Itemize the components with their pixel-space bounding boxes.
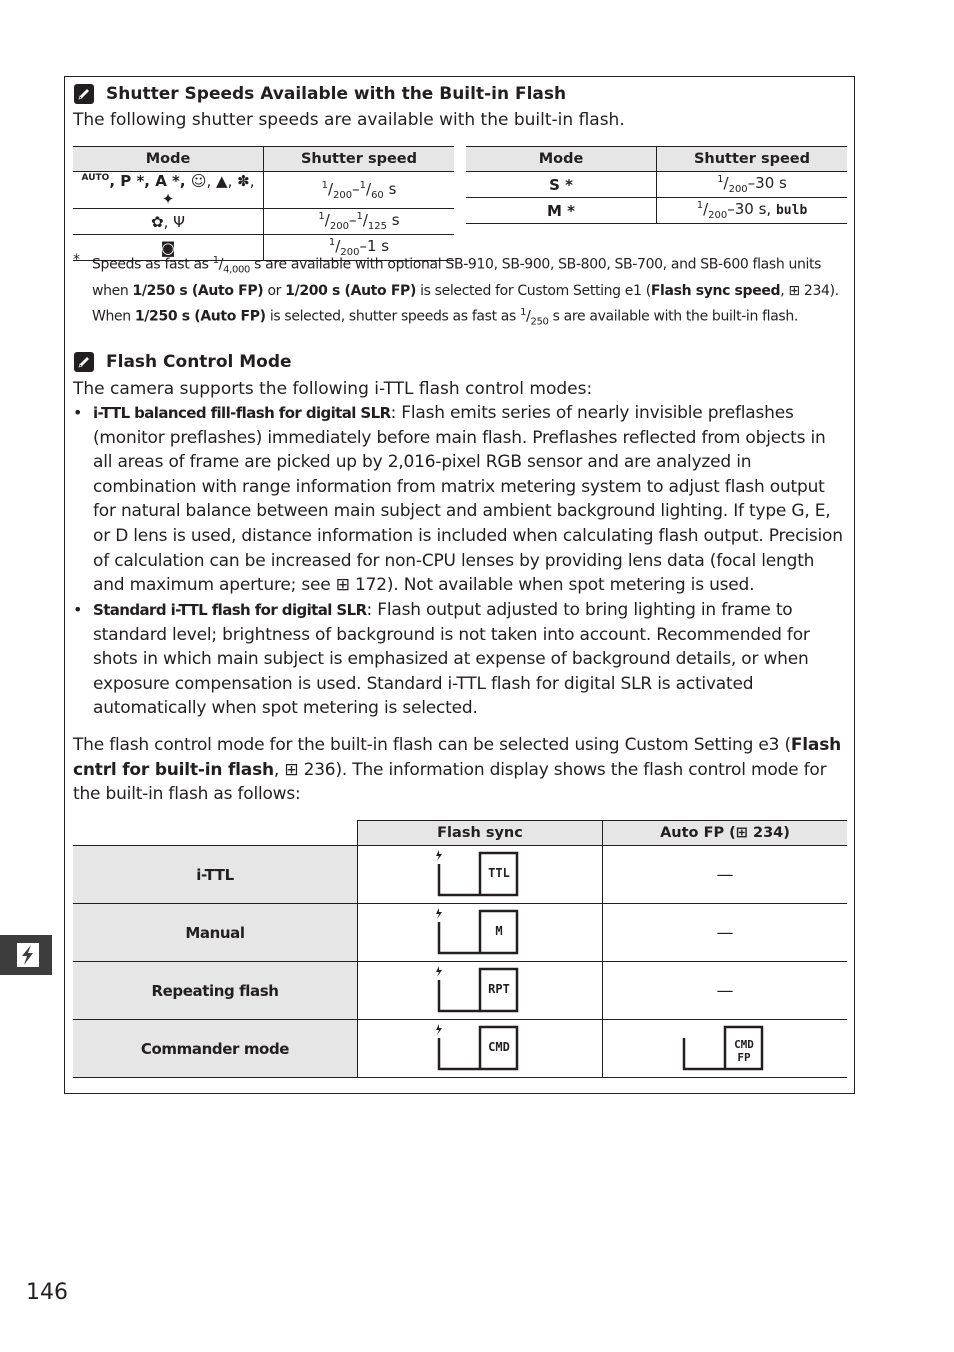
mode-label: Repeating flash xyxy=(73,962,358,1020)
svg-text:RPT: RPT xyxy=(488,981,510,996)
book-icon: ⊞ xyxy=(284,759,299,780)
page-ref-link[interactable]: 234 xyxy=(753,825,784,841)
pet-icon: ✦ xyxy=(161,190,175,208)
bullet-icon: • xyxy=(73,600,83,619)
svg-text:CMD: CMD xyxy=(734,1037,754,1051)
list-item: Standard i-TTL flash for digital SLR: Flash output adjusted to bring lighting in frame to standard level; brightness of background is not taken into account. Recommended for shots in which main subject is emphasized at expense of background details, or when exposure compensation is used. Standard i-TTL flash for digital SLR is activated automatically when spot metering is selected. xyxy=(93,600,810,719)
svg-text:CMD: CMD xyxy=(488,1039,510,1054)
col-shutter-speed: Shutter speed xyxy=(657,147,848,172)
speed-cell: $^1/_{200}-^1/_{60}$ s xyxy=(264,172,455,209)
table-row xyxy=(73,846,847,904)
flash-commander-fp-icon xyxy=(680,1022,770,1072)
mode-cell: M * xyxy=(466,198,657,224)
blank-header xyxy=(73,821,358,846)
flash-sync-cell xyxy=(358,962,603,1020)
table-row xyxy=(73,209,454,235)
auto-fp-cell xyxy=(603,1020,848,1078)
footnote: Speeds as fast as $^1/_{4,000}$ s are available with optional SB-910, SB-900, SB-800, SB-700, and SB-600 flash units when 1/250 s (Auto FP) or 1/200 s (Auto FP) is selected for Custom Setting e1 (Flash sync speed, ⊞ 234). When 1/250 s (Auto FP) is selected, shutter speeds as fast as $^1/_{250}$ s are available with the built-in flash. xyxy=(92,255,839,328)
svg-text:FP: FP xyxy=(737,1050,751,1064)
child-icon: ✽ xyxy=(237,172,250,190)
book-icon: ⊞ xyxy=(788,282,800,299)
flash-sync-cell xyxy=(358,846,603,904)
speed-cell: $^1/_{200}-30$ s xyxy=(657,172,848,198)
page-number: 146 xyxy=(26,1280,68,1305)
page-ref-link[interactable]: 234 xyxy=(803,282,830,299)
page-ref-link[interactable]: 236 xyxy=(303,759,336,780)
mode-text: P *, A * xyxy=(120,172,180,190)
footnote-marker: * xyxy=(73,252,80,268)
night-portrait-icon: ◙ xyxy=(160,238,176,257)
table-row xyxy=(466,172,847,198)
table-row xyxy=(73,172,454,209)
book-icon: ⊞ xyxy=(335,575,350,596)
table-row xyxy=(73,904,847,962)
note-title-flash-control: Flash Control Mode xyxy=(106,352,292,372)
book-icon: ⊞ xyxy=(735,825,748,841)
speed-cell: $^1/_{200}-^1/_{125}$ s xyxy=(264,209,455,235)
list-item: i-TTL balanced fill-flash for digital SLR: Flash emits series of nearly invisible preflashes (monitor preflashes) immediately before main flash. Preflashes reflected from objects in all areas of frame are picked up by 2,016-pixel RGB sensor and are analyzed in combination with range information from matrix metering system to adjust flash output for natural balance between main subject and ambient background lighting. If type G, E, or D lens is used, distance information is included when calculating flash output. Precision of calculation can be increased for non-CPU lenses by providing lens data (focal length and maximum aperture; see ⊞ 172). Not available when spot metering is used. xyxy=(93,403,843,596)
note-intro-shutter: The following shutter speeds are available with the built-in flash. xyxy=(73,110,625,130)
page-ref-link[interactable]: 172 xyxy=(355,575,387,596)
mode-cell: S * xyxy=(466,172,657,198)
col-mode: Mode xyxy=(466,147,657,172)
svg-text:M: M xyxy=(495,923,503,938)
flash-repeating-icon xyxy=(435,964,525,1014)
mode-label: Commander mode xyxy=(73,1020,358,1078)
mode-label: i-TTL xyxy=(73,846,358,904)
mode-cell: $^{AUTO}$, P *, A *, ☺, ▲, ✽, ✦ xyxy=(73,172,264,209)
flash-control-table xyxy=(73,820,847,1078)
shutter-table-left xyxy=(73,146,454,261)
table-row xyxy=(466,198,847,224)
auto-fp-cell: — xyxy=(603,846,848,904)
auto-fp-cell: — xyxy=(603,962,848,1020)
col-flash-sync: Flash sync xyxy=(358,821,603,846)
pencil-icon xyxy=(74,352,94,372)
col-mode: Mode xyxy=(73,147,264,172)
flash-icon xyxy=(0,935,52,975)
speed-cell: $^1/_{200}-1$ s xyxy=(264,235,455,261)
flash-manual-icon xyxy=(435,906,525,956)
col-auto-fp: Auto FP (⊞ 234) xyxy=(603,821,848,846)
table-row xyxy=(73,962,847,1020)
speed-cell: $^1/_{200}-30$ s, bulb xyxy=(657,198,848,224)
table-row xyxy=(73,1020,847,1078)
flash-control-paragraph: The flash control mode for the built-in flash can be selected using Custom Setting e3 (Flash cntrl for built-in flash, ⊞ 236). The information display shows the flash control mode for the built-in flash as follows: xyxy=(73,735,842,805)
landscape-icon: ▲ xyxy=(216,172,228,190)
food-icon: Ψ xyxy=(173,212,185,231)
pencil-icon xyxy=(74,84,94,104)
flash-ttl-icon xyxy=(435,848,525,898)
auto-fp-cell: — xyxy=(603,904,848,962)
svg-text:TTL: TTL xyxy=(488,865,510,880)
portrait-icon: ☺ xyxy=(190,172,207,190)
bullet-icon: • xyxy=(73,403,83,422)
col-shutter-speed: Shutter speed xyxy=(264,147,455,172)
mode-label: Manual xyxy=(73,904,358,962)
close-up-icon: ✿ xyxy=(151,212,164,231)
shutter-table-right xyxy=(466,146,847,224)
flash-sync-cell xyxy=(358,1020,603,1078)
note-intro-flash-control: The camera supports the following i-TTL flash control modes: xyxy=(73,379,593,399)
flash-sync-cell xyxy=(358,904,603,962)
flash-commander-icon xyxy=(435,1022,525,1072)
bulb-lcd-text: bulb xyxy=(775,203,808,218)
auto-mode-icon: AUTO xyxy=(81,173,110,183)
mode-cell: ✿, Ψ xyxy=(73,209,264,235)
chapter-tab[interactable] xyxy=(0,935,52,975)
note-title-shutter: Shutter Speeds Available with the Built-in Flash xyxy=(106,84,567,104)
